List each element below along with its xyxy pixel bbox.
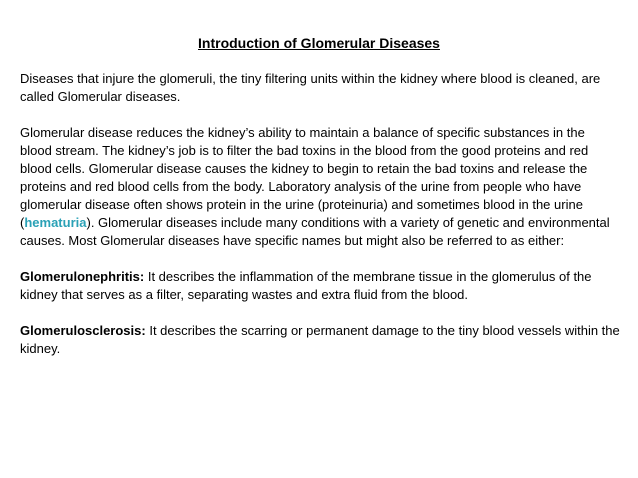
hematuria-link[interactable]: hematuria: [24, 215, 87, 230]
slide-body: [20, 70, 620, 376]
description-text-after: ). Glomerular diseases include many conditions with a variety of genetic and environmental causes. Most Glomerular diseases have specific names but might also be referred to as either:: [20, 215, 610, 248]
glomerulosclerosis-definition: [20, 322, 620, 358]
description-text-before: Glomerular disease reduces the kidney’s ability to maintain a balance of specific substances in the blood stream. The kidney’s job is to filter the bad toxins in the blood from the good proteins and red blood cells. Glomerular disease causes the kidney to begin to retain the bad toxins and release the proteins and red blood cells from the body. Laboratory analysis of the urine from people who have glomerular disease often shows protein in the urine (proteinuria) and sometimes blood in the urine (: [20, 125, 589, 230]
glomerulosclerosis-text: It describes the scarring or permanent damage to the tiny blood vessels within the kidney.: [20, 323, 620, 356]
glomerulosclerosis-term: Glomerulosclerosis:: [20, 323, 146, 338]
glomerulonephritis-text: It describes the inflammation of the membrane tissue in the glomerulus of the kidney that serves as a filter, separating wastes and extra fluid from the blood.: [20, 269, 592, 302]
description-paragraph: [20, 124, 620, 250]
glomerulonephritis-term: Glomerulonephritis:: [20, 269, 145, 284]
intro-paragraph: Diseases that injure the glomeruli, the tiny filtering units within the kidney where blood is cleaned, are called Glomerular diseases.: [20, 71, 601, 104]
slide-title: Introduction of Glomerular Diseases: [198, 35, 440, 51]
glomerulonephritis-definition: [20, 268, 620, 304]
